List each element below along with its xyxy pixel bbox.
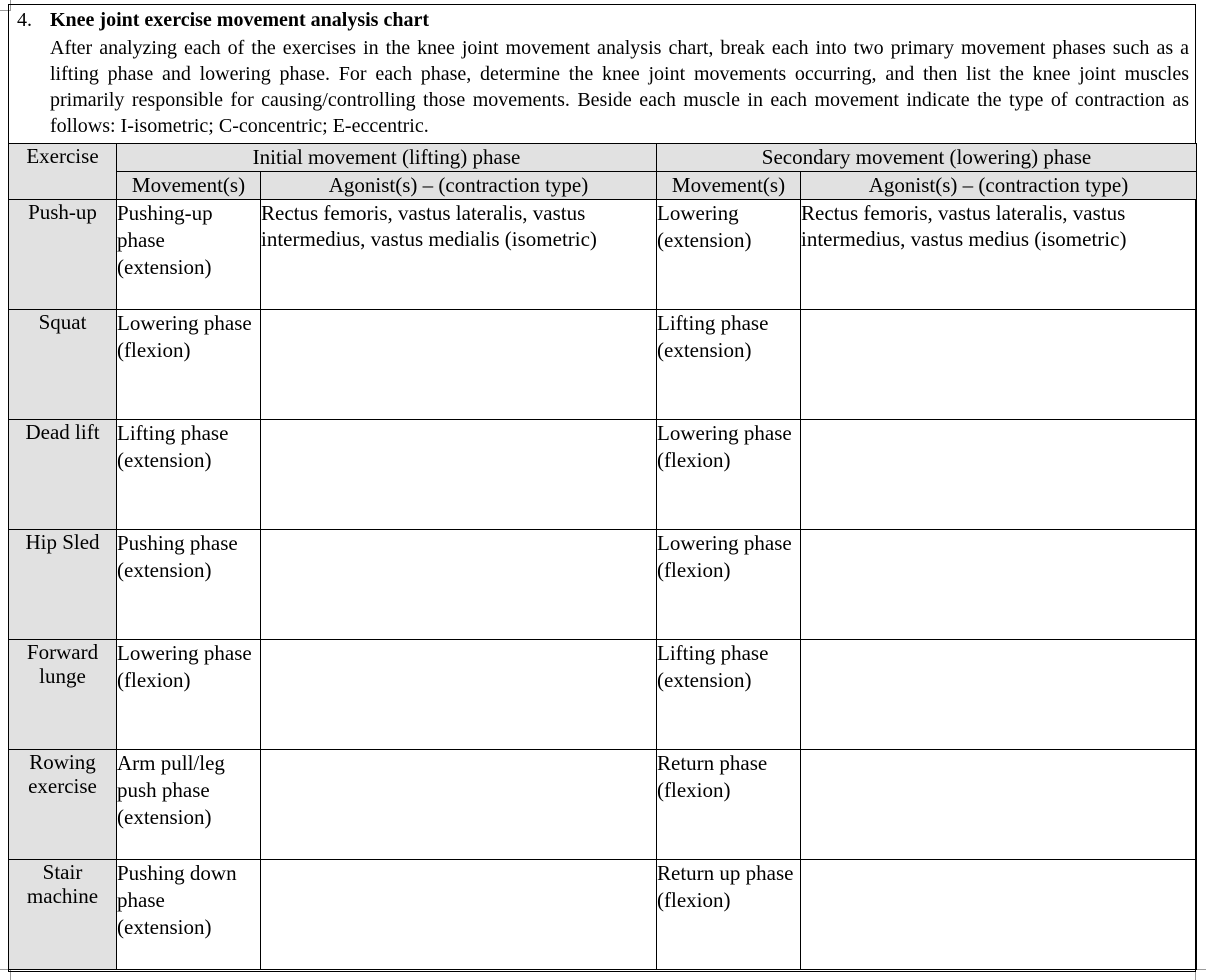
table-row (9, 200, 1197, 310)
table-row (9, 530, 1197, 640)
secondary-movement-cell[interactable]: Lowering (extension) (657, 200, 801, 310)
secondary-agonist-cell[interactable]: Rectus femoris, vastus lateralis, vastus intermedius, vastus medius (isometric) (801, 200, 1197, 310)
initial-agonist-cell[interactable] (261, 530, 657, 640)
secondary-movement-cell[interactable]: Return up phase (flexion) (657, 860, 801, 970)
secondary-agonist-cell[interactable] (801, 530, 1197, 640)
exercise-cell: Hip Sled (9, 530, 117, 640)
crop-mark-bottom-right (1195, 969, 1206, 980)
secondary-movement-header: Movement(s) (657, 172, 801, 200)
initial-agonist-cell[interactable] (261, 420, 657, 530)
exercise-cell: Forward lunge (9, 640, 117, 750)
question-instructions: After analyzing each of the exercises in the knee joint movement analysis chart, break each into two primary movement phases such as a lifting phase and lowering phase. For each phase, determine the knee joint movements occurring, and then list the knee joint muscles primarily responsible for causing/controlling those movements. Beside each muscle in each movement indicate the type of contraction as follows: I-isometric; C-concentric; E-eccentric. (50, 37, 1189, 137)
secondary-movement-cell[interactable]: Lowering phase (flexion) (657, 530, 801, 640)
secondary-agonist-cell[interactable] (801, 420, 1197, 530)
secondary-movement-cell[interactable]: Lowering phase (flexion) (657, 420, 801, 530)
initial-movement-header: Movement(s) (117, 172, 261, 200)
question-heading (17, 8, 1193, 32)
table-row (9, 750, 1197, 860)
initial-movement-cell[interactable]: Arm pull/leg push phase (extension) (117, 750, 261, 860)
exercise-cell: Dead lift (9, 420, 117, 530)
exercise-cell: Push-up (9, 200, 117, 310)
secondary-agonist-cell[interactable] (801, 310, 1197, 420)
table-row (9, 310, 1197, 420)
exercise-column-header: Exercise (9, 144, 117, 200)
secondary-phase-header: Secondary movement (lowering) phase (657, 144, 1197, 172)
question-title: Knee joint exercise movement analysis chart (50, 9, 429, 31)
initial-movement-cell[interactable]: Pushing phase (extension) (117, 530, 261, 640)
initial-agonist-cell[interactable] (261, 310, 657, 420)
exercise-cell: Squat (9, 310, 117, 420)
exercise-cell: Rowing exercise (9, 750, 117, 860)
exercise-cell: Stair machine (9, 860, 117, 970)
secondary-agonist-cell[interactable] (801, 640, 1197, 750)
movement-analysis-table (8, 143, 1197, 970)
secondary-agonist-header: Agonist(s) – (contraction type) (801, 172, 1197, 200)
question-block (17, 8, 1193, 139)
initial-agonist-cell[interactable] (261, 860, 657, 970)
secondary-agonist-cell[interactable] (801, 860, 1197, 970)
secondary-movement-cell[interactable]: Return phase (flexion) (657, 750, 801, 860)
initial-agonist-cell[interactable]: Rectus femoris, vastus lateralis, vastus intermedius, vastus medialis (isometric) (261, 200, 657, 310)
table-row (9, 860, 1197, 970)
initial-movement-cell[interactable]: Lowering phase (flexion) (117, 640, 261, 750)
question-number: 4. (17, 9, 32, 31)
secondary-movement-cell[interactable]: Lifting phase (extension) (657, 640, 801, 750)
initial-agonist-cell[interactable] (261, 750, 657, 860)
secondary-agonist-cell[interactable] (801, 750, 1197, 860)
initial-agonist-cell[interactable] (261, 640, 657, 750)
initial-agonist-header: Agonist(s) – (contraction type) (261, 172, 657, 200)
initial-movement-cell[interactable]: Lowering phase (flexion) (117, 310, 261, 420)
initial-phase-header: Initial movement (lifting) phase (117, 144, 657, 172)
initial-movement-cell[interactable]: Lifting phase (extension) (117, 420, 261, 530)
table-body (9, 200, 1197, 970)
initial-movement-cell[interactable]: Pushing down phase (extension) (117, 860, 261, 970)
secondary-movement-cell[interactable]: Lifting phase (extension) (657, 310, 801, 420)
table-row (9, 640, 1197, 750)
table-row (9, 420, 1197, 530)
initial-movement-cell[interactable]: Pushing-up phase (extension) (117, 200, 261, 310)
